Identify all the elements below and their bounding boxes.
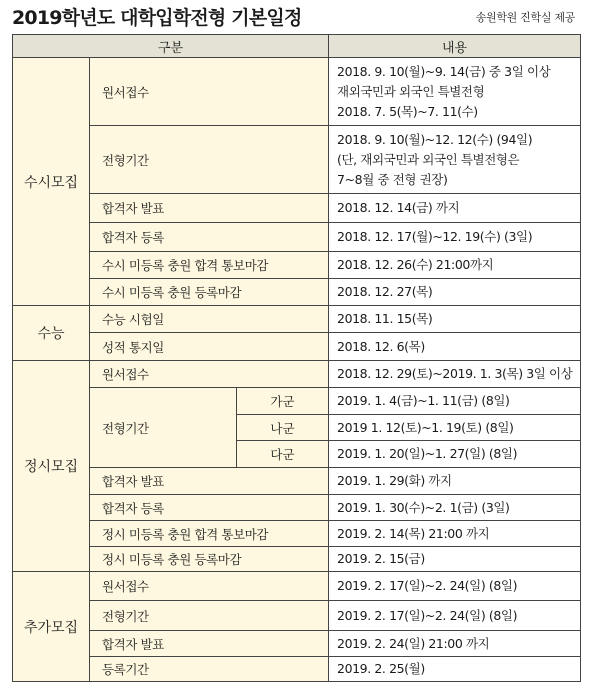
document-credit: 송원학원 진학실 제공 <box>475 11 575 24</box>
content-cell <box>329 441 581 468</box>
table-row <box>13 126 581 194</box>
schedule-body <box>13 58 581 682</box>
item-cell: 합격자 발표 <box>90 631 329 657</box>
content-line: 2018. 9. 10(월)~12. 12(수) (94일) <box>337 131 533 147</box>
item-cell: 성적 통지일 <box>90 333 329 361</box>
content-line: 2019. 1. 30(수)~2. 1(금) (3일) <box>337 499 510 515</box>
content-line: 2019 1. 12(토)~1. 19(토) (8일) <box>337 419 514 435</box>
category-cell: 수능 <box>13 306 90 361</box>
item-cell: 정시 미등록 충원 합격 통보마감 <box>90 521 329 547</box>
table-header-row <box>13 35 581 58</box>
content-cell <box>329 252 581 279</box>
table-row <box>13 58 581 126</box>
item-cell: 수시 미등록 충원 등록마감 <box>90 279 329 306</box>
content-cell <box>329 223 581 252</box>
content-line: 2018. 7. 5(목)~7. 11(수) <box>337 103 478 119</box>
document-title: 2019학년도 대학입학전형 기본일정 <box>12 7 302 29</box>
table-row <box>13 521 581 547</box>
content-cell <box>329 572 581 601</box>
table-row <box>13 631 581 657</box>
item-cell: 수시 미등록 충원 합격 통보마감 <box>90 252 329 279</box>
item-cell: 합격자 등록 <box>90 223 329 252</box>
item-cell: 등록기간 <box>90 657 329 682</box>
item-cell: 수능 시험일 <box>90 306 329 333</box>
content-cell <box>329 194 581 223</box>
content-line: 2018. 12. 27(목) <box>337 284 433 299</box>
table-row <box>13 388 581 415</box>
item-cell: 합격자 발표 <box>90 468 329 495</box>
content-cell <box>329 333 581 361</box>
content-line: 2019. 2. 15(금) <box>337 551 425 566</box>
subgroup-cell: 다군 <box>237 441 329 468</box>
content-cell <box>329 58 581 126</box>
content-cell <box>329 631 581 657</box>
content-line: 7~8월 중 전형 권장) <box>337 171 448 187</box>
content-cell <box>329 361 581 388</box>
content-line: 2018. 12. 17(월)~12. 19(수) (3일) <box>337 229 533 244</box>
category-cell: 추가모집 <box>13 572 90 682</box>
content-cell <box>329 306 581 333</box>
content-cell <box>329 521 581 547</box>
content-cell <box>329 547 581 572</box>
table-row <box>13 657 581 682</box>
table-row <box>13 547 581 572</box>
table-row <box>13 252 581 279</box>
table-row <box>13 361 581 388</box>
item-cell: 전형기간 <box>90 601 329 631</box>
content-line: 2019. 2. 25(월) <box>337 661 425 676</box>
content-cell <box>329 657 581 682</box>
table-row <box>13 333 581 361</box>
header-content: 내용 <box>329 35 581 58</box>
content-line: 2019. 1. 20(일)~1. 27(일) (8일) <box>337 446 518 461</box>
item-cell: 합격자 발표 <box>90 194 329 223</box>
content-line: 재외국민과 외국인 특별전형 <box>337 83 485 99</box>
content-line: 2019. 1. 29(화) 까지 <box>337 473 452 488</box>
content-line: 2019. 2. 17(일)~2. 24(일) (8일) <box>337 607 518 623</box>
item-cell: 원서접수 <box>90 361 329 388</box>
schedule-table <box>12 34 581 682</box>
table-row <box>13 572 581 601</box>
table-row <box>13 601 581 631</box>
content-cell <box>329 468 581 495</box>
subgroup-cell: 가군 <box>237 388 329 415</box>
table-row <box>13 306 581 333</box>
item-cell: 전형기간 <box>90 126 329 194</box>
content-cell <box>329 279 581 306</box>
content-cell <box>329 601 581 631</box>
table-row <box>13 468 581 495</box>
table-row <box>13 279 581 306</box>
content-line: 2018. 11. 15(목) <box>337 311 433 326</box>
content-line: 2019. 2. 17(일)~2. 24(일) (8일) <box>337 578 518 593</box>
content-line: 2019. 2. 24(일) 21:00 까지 <box>337 635 490 651</box>
item-cell: 원서접수 <box>90 58 329 126</box>
table-row <box>13 194 581 223</box>
content-line: 2019. 2. 14(목) 21:00 까지 <box>337 525 490 541</box>
content-cell <box>329 415 581 441</box>
content-line: 2018. 12. 26(수) 21:00까지 <box>337 257 494 272</box>
subgroup-cell: 나군 <box>237 415 329 441</box>
category-cell: 수시모집 <box>13 58 90 306</box>
content-line: (단, 재외국민과 외국인 특별전형은 <box>337 151 520 167</box>
item-cell: 원서접수 <box>90 572 329 601</box>
item-cell: 전형기간 <box>90 388 237 468</box>
category-cell: 정시모집 <box>13 361 90 572</box>
content-cell <box>329 388 581 415</box>
content-line: 2018. 9. 10(월)~9. 14(금) 중 3일 이상 <box>337 63 551 79</box>
item-cell: 합격자 등록 <box>90 495 329 521</box>
table-row <box>13 223 581 252</box>
item-cell: 정시 미등록 충원 등록마감 <box>90 547 329 572</box>
content-cell <box>329 126 581 194</box>
header-category: 구분 <box>13 35 329 58</box>
content-cell <box>329 495 581 521</box>
content-line: 2018. 12. 14(금) 까지 <box>337 200 460 215</box>
content-line: 2019. 1. 4(금)~1. 11(금) (8일) <box>337 393 510 408</box>
content-line: 2018. 12. 29(토)~2019. 1. 3(목) 3일 이상 <box>337 366 573 381</box>
content-line: 2018. 12. 6(목) <box>337 338 425 354</box>
table-row <box>13 495 581 521</box>
